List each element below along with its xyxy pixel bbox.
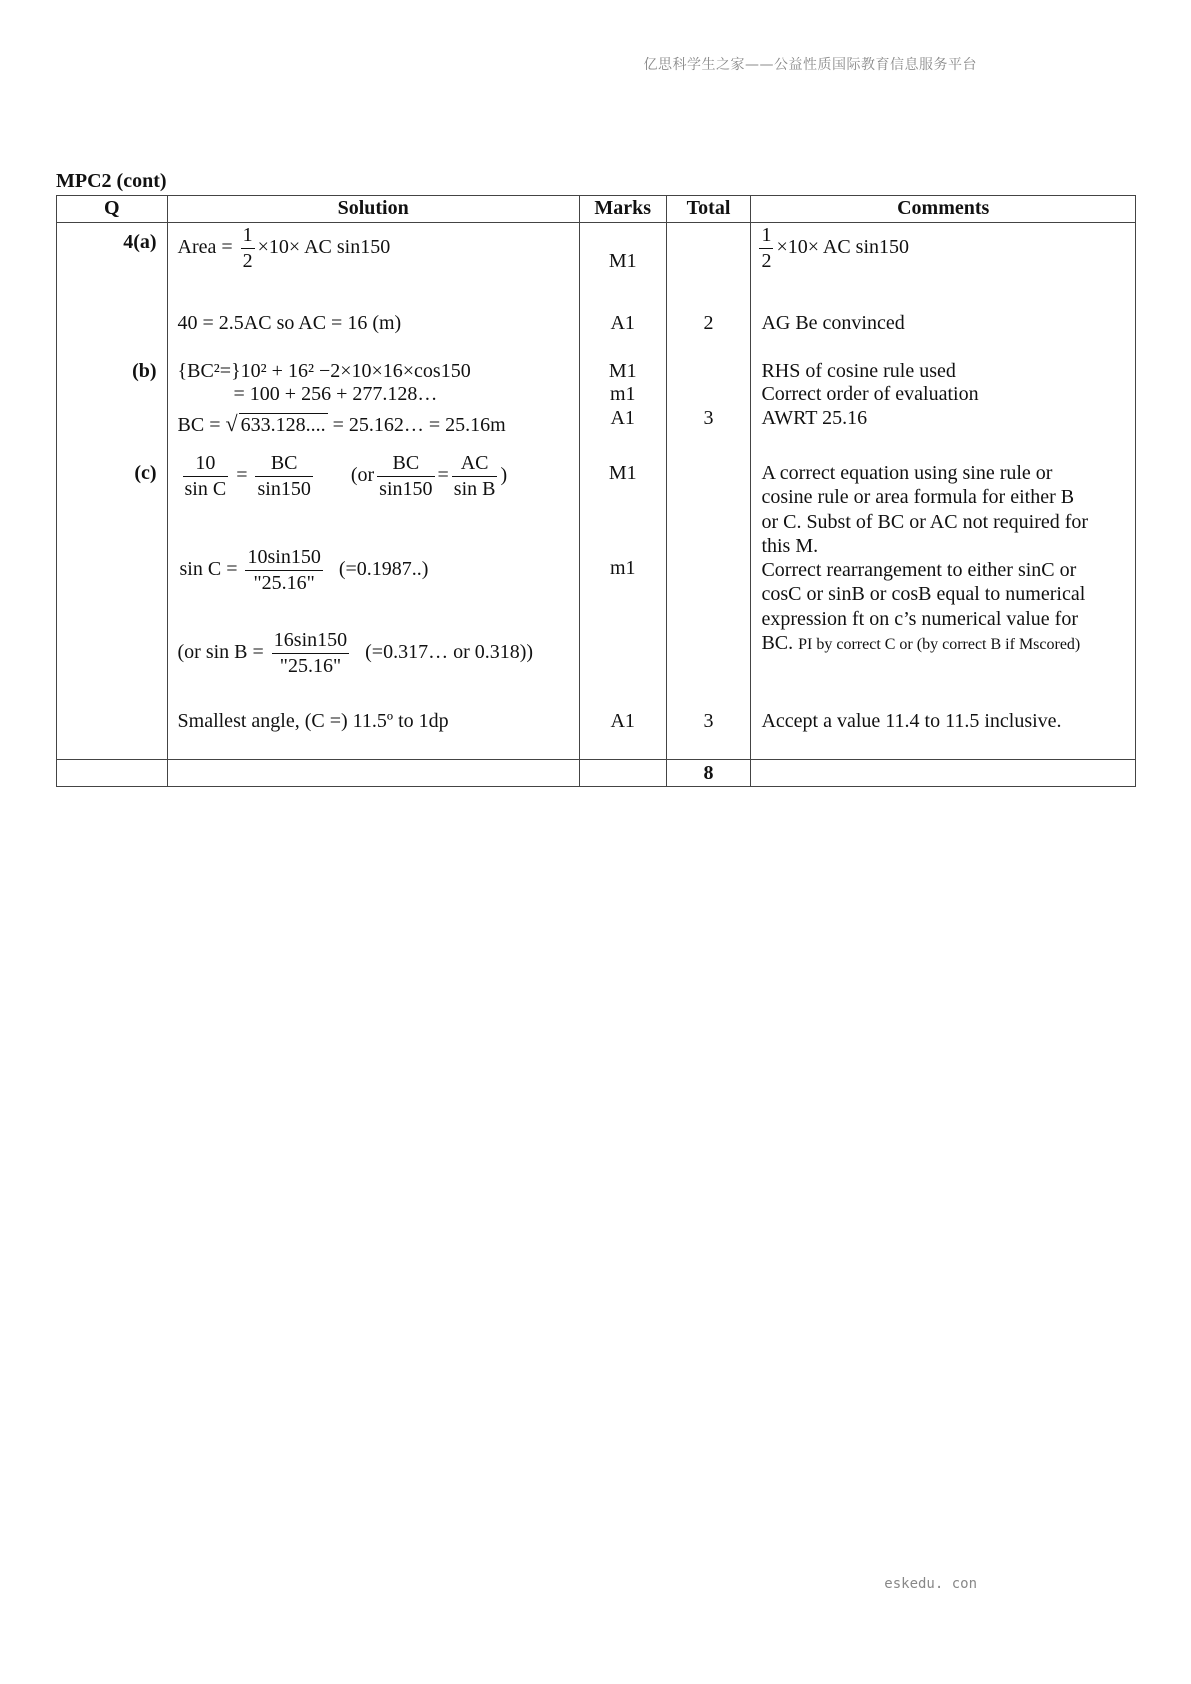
solution-c2-prefix: sin C = (179, 558, 238, 581)
half-numerator: 1 (759, 223, 773, 249)
fraction-bc-sin150-alt (377, 451, 434, 502)
comment-c1-line1: A correct equation using sine rule or (761, 462, 1053, 484)
mark-b2: m1 (609, 383, 636, 405)
comment-b3: AWRT 25.16 (761, 407, 868, 429)
mark-a1: M1 (608, 250, 637, 272)
header-comments: Comments (751, 196, 1136, 223)
total-b: 3 (703, 407, 714, 429)
summary-q-cell (57, 760, 168, 787)
alt-open: (or (350, 464, 375, 487)
comment-c1-line2: cosine rule or area formula for either B (761, 486, 1075, 508)
header-q: Q (57, 196, 168, 223)
comment-a2: AG Be convinced (761, 312, 905, 334)
total-c: 3 (703, 710, 714, 732)
half-fraction (759, 223, 773, 274)
fraction-denominator: sin150 (379, 478, 433, 500)
fraction-bc-sin150 (255, 451, 312, 502)
total-a: 2 (703, 312, 714, 334)
solution-c1 (180, 451, 508, 502)
grand-total: 8 (666, 760, 751, 787)
fraction-ac-sinb (452, 451, 498, 502)
table-header-row (57, 196, 1136, 223)
summary-comments-cell (751, 760, 1136, 787)
fraction-denominator: sin150 (257, 478, 311, 500)
solution-b3 (178, 411, 506, 438)
mark-c1: M1 (608, 462, 637, 484)
header-total: Total (666, 196, 751, 223)
solution-a1 (178, 223, 391, 274)
summary-solution-cell (167, 760, 579, 787)
fraction-numerator: AC (452, 451, 498, 477)
comment-c1-line4: this M. (761, 535, 819, 557)
mark-a2: A1 (610, 312, 635, 334)
fraction-16sin150 (272, 628, 349, 679)
summary-marks-cell (579, 760, 666, 787)
fraction-numerator: 10sin150 (245, 545, 322, 571)
fraction-10sin150 (245, 545, 322, 596)
solution-c2-value: (=0.1987..) (338, 558, 429, 581)
comment-c2-line4-bc: BC. (761, 632, 794, 654)
section-title: MPC2 (cont) (56, 170, 167, 192)
comment-c2-line1: Correct rearrangement to either sinC or (761, 559, 1077, 581)
marks-column (579, 223, 666, 760)
header-marks: Marks (579, 196, 666, 223)
fraction-denominator: "25.16" (253, 572, 315, 594)
comment-c4: Accept a value 11.4 to 11.5 inclusive. (761, 710, 1062, 732)
alt-close: ) (500, 464, 508, 487)
solution-a2: 40 = 2.5AC so AC = 16 (m) (177, 312, 402, 334)
solution-b3-radicand: 633.128.... (240, 414, 326, 436)
fraction-numerator: 16sin150 (272, 628, 349, 654)
half-denominator: 2 (242, 250, 253, 272)
q-label-b: (b) (132, 360, 157, 382)
solution-a1-prefix: Area = (177, 236, 233, 259)
solution-c3-prefix: (or sin B = (177, 641, 264, 664)
comment-b1: RHS of cosine rule used (761, 360, 956, 382)
solution-column (167, 223, 579, 760)
fraction-denominator: sin C (184, 478, 227, 500)
half-numerator: 1 (241, 223, 255, 249)
equals-sign: = (236, 464, 248, 487)
solution-b2: = 100 + 256 + 277.128… (233, 383, 438, 405)
fraction-numerator: BC (255, 451, 312, 477)
square-root-sign: √ (225, 411, 238, 436)
mark-c4: A1 (610, 710, 635, 732)
table-body-row (57, 223, 1136, 760)
mark-b1: M1 (608, 360, 637, 382)
q-label-c: (c) (134, 462, 157, 484)
solution-b3-rest: = 25.162… = 25.16m (332, 414, 506, 436)
solution-b3-prefix: BC = (177, 414, 221, 436)
comment-c2-line4 (761, 631, 1080, 657)
comments-column (751, 223, 1136, 760)
solution-b1: {BC²=}10² + 16² −2×10×16×cos150 (177, 360, 471, 382)
solution-c4: Smallest angle, (C =) 11.5º to 1dp (177, 710, 449, 732)
comment-a1-rest: ×10× AC sin150 (776, 236, 910, 259)
total-column (666, 223, 751, 760)
header-solution: Solution (167, 196, 579, 223)
mark-scheme-table (56, 195, 1136, 787)
solution-c3 (178, 628, 534, 679)
half-fraction (241, 223, 255, 274)
mark-c2: m1 (609, 557, 636, 579)
fraction-numerator: BC (377, 451, 434, 477)
fraction-numerator: 10 (183, 451, 229, 477)
solution-c3-value: (=0.317… or 0.318)) (365, 641, 534, 664)
mark-b3: A1 (610, 407, 635, 429)
header-watermark: 亿思科学生之家——公益性质国际教育信息服务平台 (643, 57, 977, 73)
comment-c1-line3: or C. Subst of BC or AC not required for (761, 511, 1089, 533)
comment-c2-line2: cosC or sinB or cosB equal to numerical (761, 583, 1086, 605)
fraction-denominator: sin B (453, 478, 496, 500)
table-summary-row (57, 760, 1136, 787)
solution-c2 (180, 545, 429, 596)
equals-sign: = (437, 464, 449, 487)
comment-c2-line4-note: PI by correct C or (by correct B if Mscored) (798, 636, 1081, 653)
q-column (57, 223, 168, 760)
footer-watermark: eskedu. con (884, 1576, 977, 1592)
comment-b2: Correct order of evaluation (761, 383, 979, 405)
fraction-10-sinc (183, 451, 229, 502)
half-denominator: 2 (761, 250, 772, 272)
comment-c2-line3: expression ft on c’s numerical value for (761, 608, 1078, 630)
fraction-denominator: "25.16" (279, 655, 342, 677)
solution-a1-rest: ×10× AC sin150 (257, 236, 391, 259)
comment-a1 (759, 223, 909, 274)
q-label-4a: 4(a) (123, 231, 157, 253)
